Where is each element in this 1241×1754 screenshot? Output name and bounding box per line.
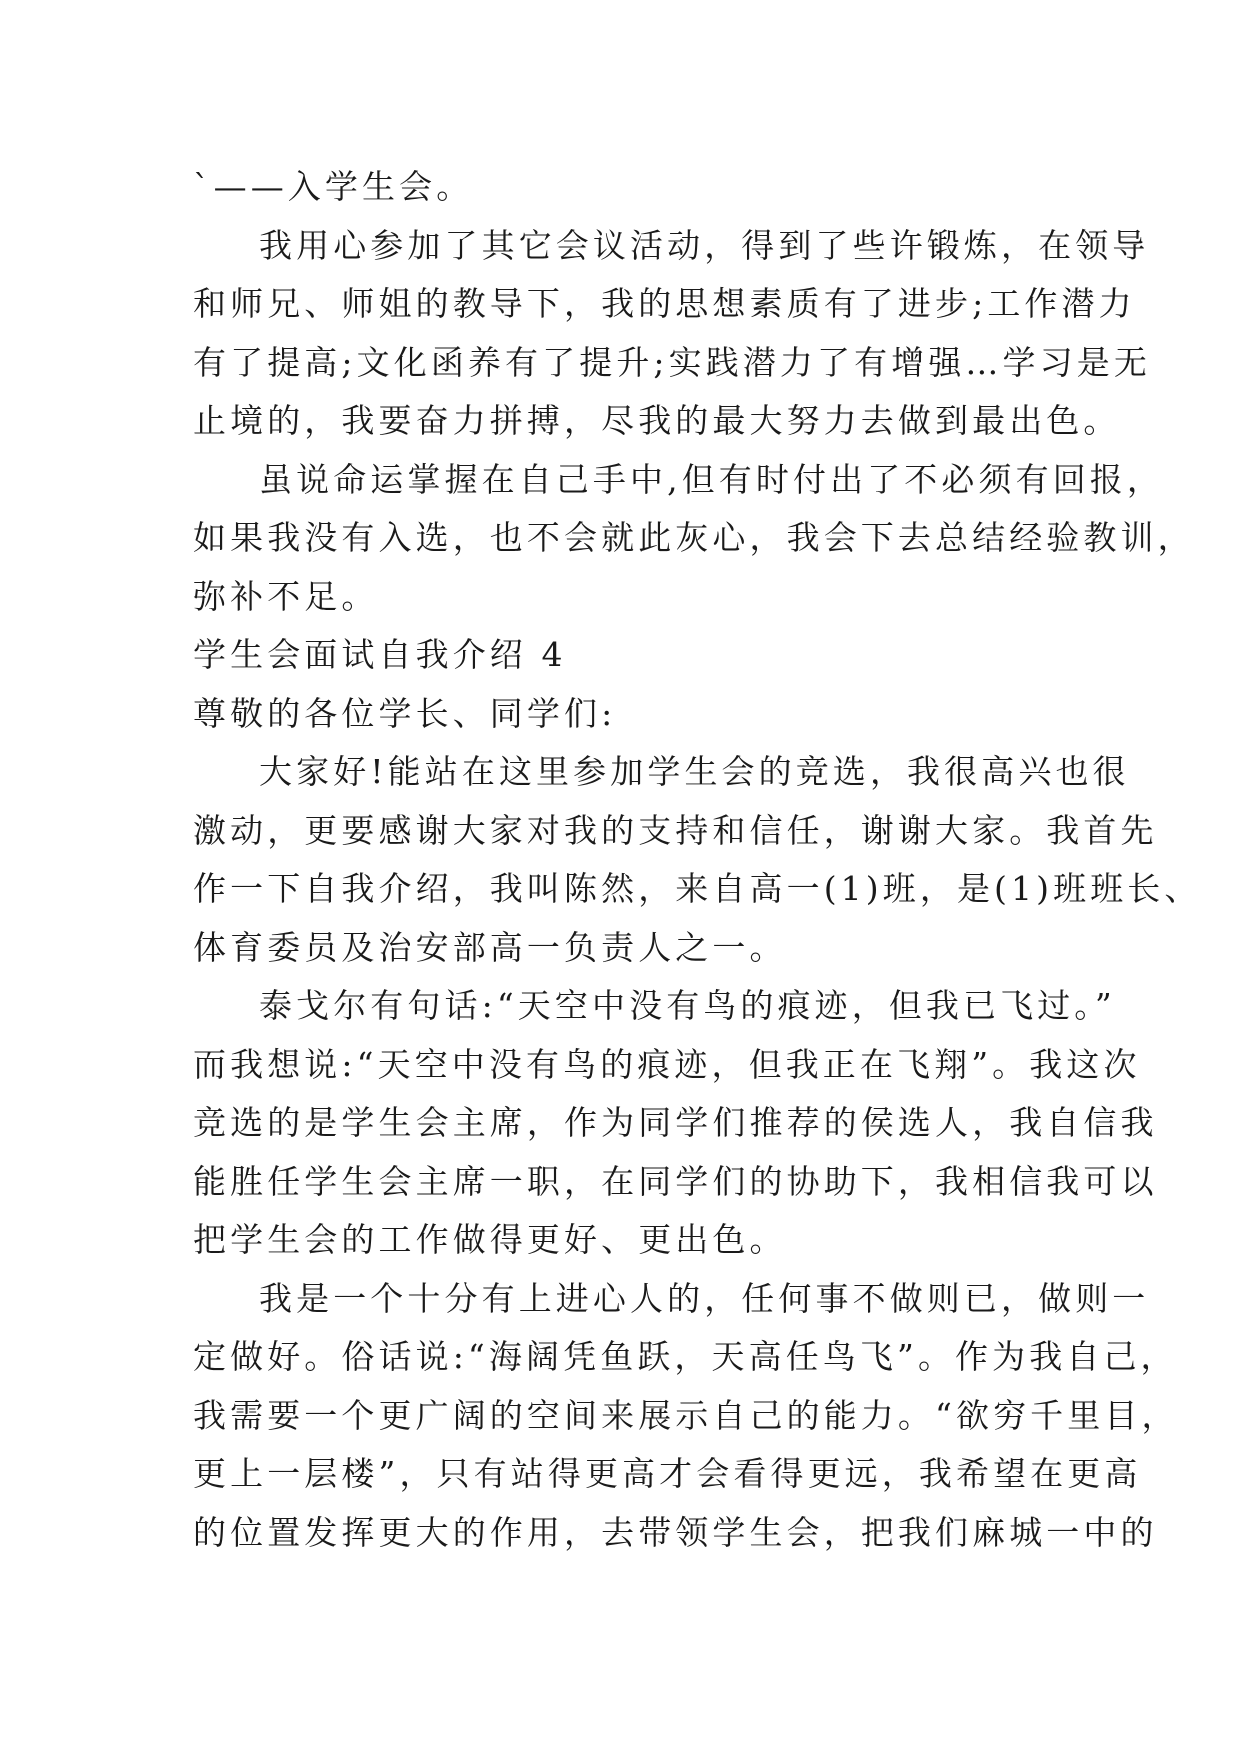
paragraph-start-line: 我是一个十分有上进心人的，任何事不做则已，做则一 — [259, 1278, 1150, 1318]
text-line: 定做好。俗话说:“海阔凭鱼跃，天高任鸟飞”。作为我自己， — [193, 1337, 1178, 1376]
salutation: 尊敬的各位学长、同学们: — [193, 693, 617, 733]
text-line: 体育委员及治安部高一负责人之一。 — [193, 927, 787, 967]
text-line: `——入学生会。 — [193, 167, 474, 206]
text-line: 能胜任学生会主席一职，在同学们的协助下，我相信我可以 — [193, 1161, 1158, 1201]
paragraph-start-line: 泰戈尔有句话:“天空中没有鸟的痕迹，但我已飞过。” — [259, 986, 1116, 1025]
text-line: 作一下自我介绍，我叫陈然，来自高一(1)班，是(1)班班长、 — [193, 869, 1202, 908]
text-line: 和师兄、师姐的教导下，我的思想素质有了进步;工作潜力 — [193, 284, 1136, 323]
text-line: 如果我没有入选，也不会就此灰心，我会下去总结经验教训， — [193, 518, 1195, 557]
text-line: 有了提高;文化函养有了提升;实践潜力了有增强…学习是无 — [193, 342, 1151, 382]
text-line: 而我想说:“天空中没有鸟的痕迹，但我正在飞翔”。我这次 — [193, 1044, 1141, 1084]
section-heading: 学生会面试自我介绍 4 — [193, 635, 567, 674]
text-line: 竞选的是学生会主席，作为同学们推荐的侯选人，我自信我 — [193, 1103, 1158, 1142]
document-body — [193, 158, 1202, 1562]
text-line: 激动，更要感谢大家对我的支持和信任，谢谢大家。我首先 — [193, 810, 1158, 850]
text-line: 的位置发挥更大的作用，去带领学生会，把我们麻城一中的 — [193, 1512, 1158, 1552]
text-line: 我需要一个更广阔的空间来展示自己的能力。“欲穷千里目， — [193, 1395, 1179, 1435]
paragraph-start-line: 大家好!能站在这里参加学生会的竞选，我很高兴也很 — [259, 752, 1130, 791]
text-line: 止境的，我要奋力拼搏，尽我的最大努力去做到最出色。 — [193, 401, 1121, 440]
paragraph-start-line: 我用心参加了其它会议活动，得到了些许锻炼，在领导 — [259, 225, 1150, 265]
text-line: 更上一层楼”，只有站得更高才会看得更远，我希望在更高 — [193, 1454, 1142, 1493]
text-line: 把学生会的工作做得更好、更出色。 — [193, 1220, 787, 1259]
text-line: 弥补不足。 — [193, 576, 379, 616]
paragraph-start-line: 虽说命运掌握在自己手中,但有时付出了不必须有回报， — [259, 459, 1164, 499]
